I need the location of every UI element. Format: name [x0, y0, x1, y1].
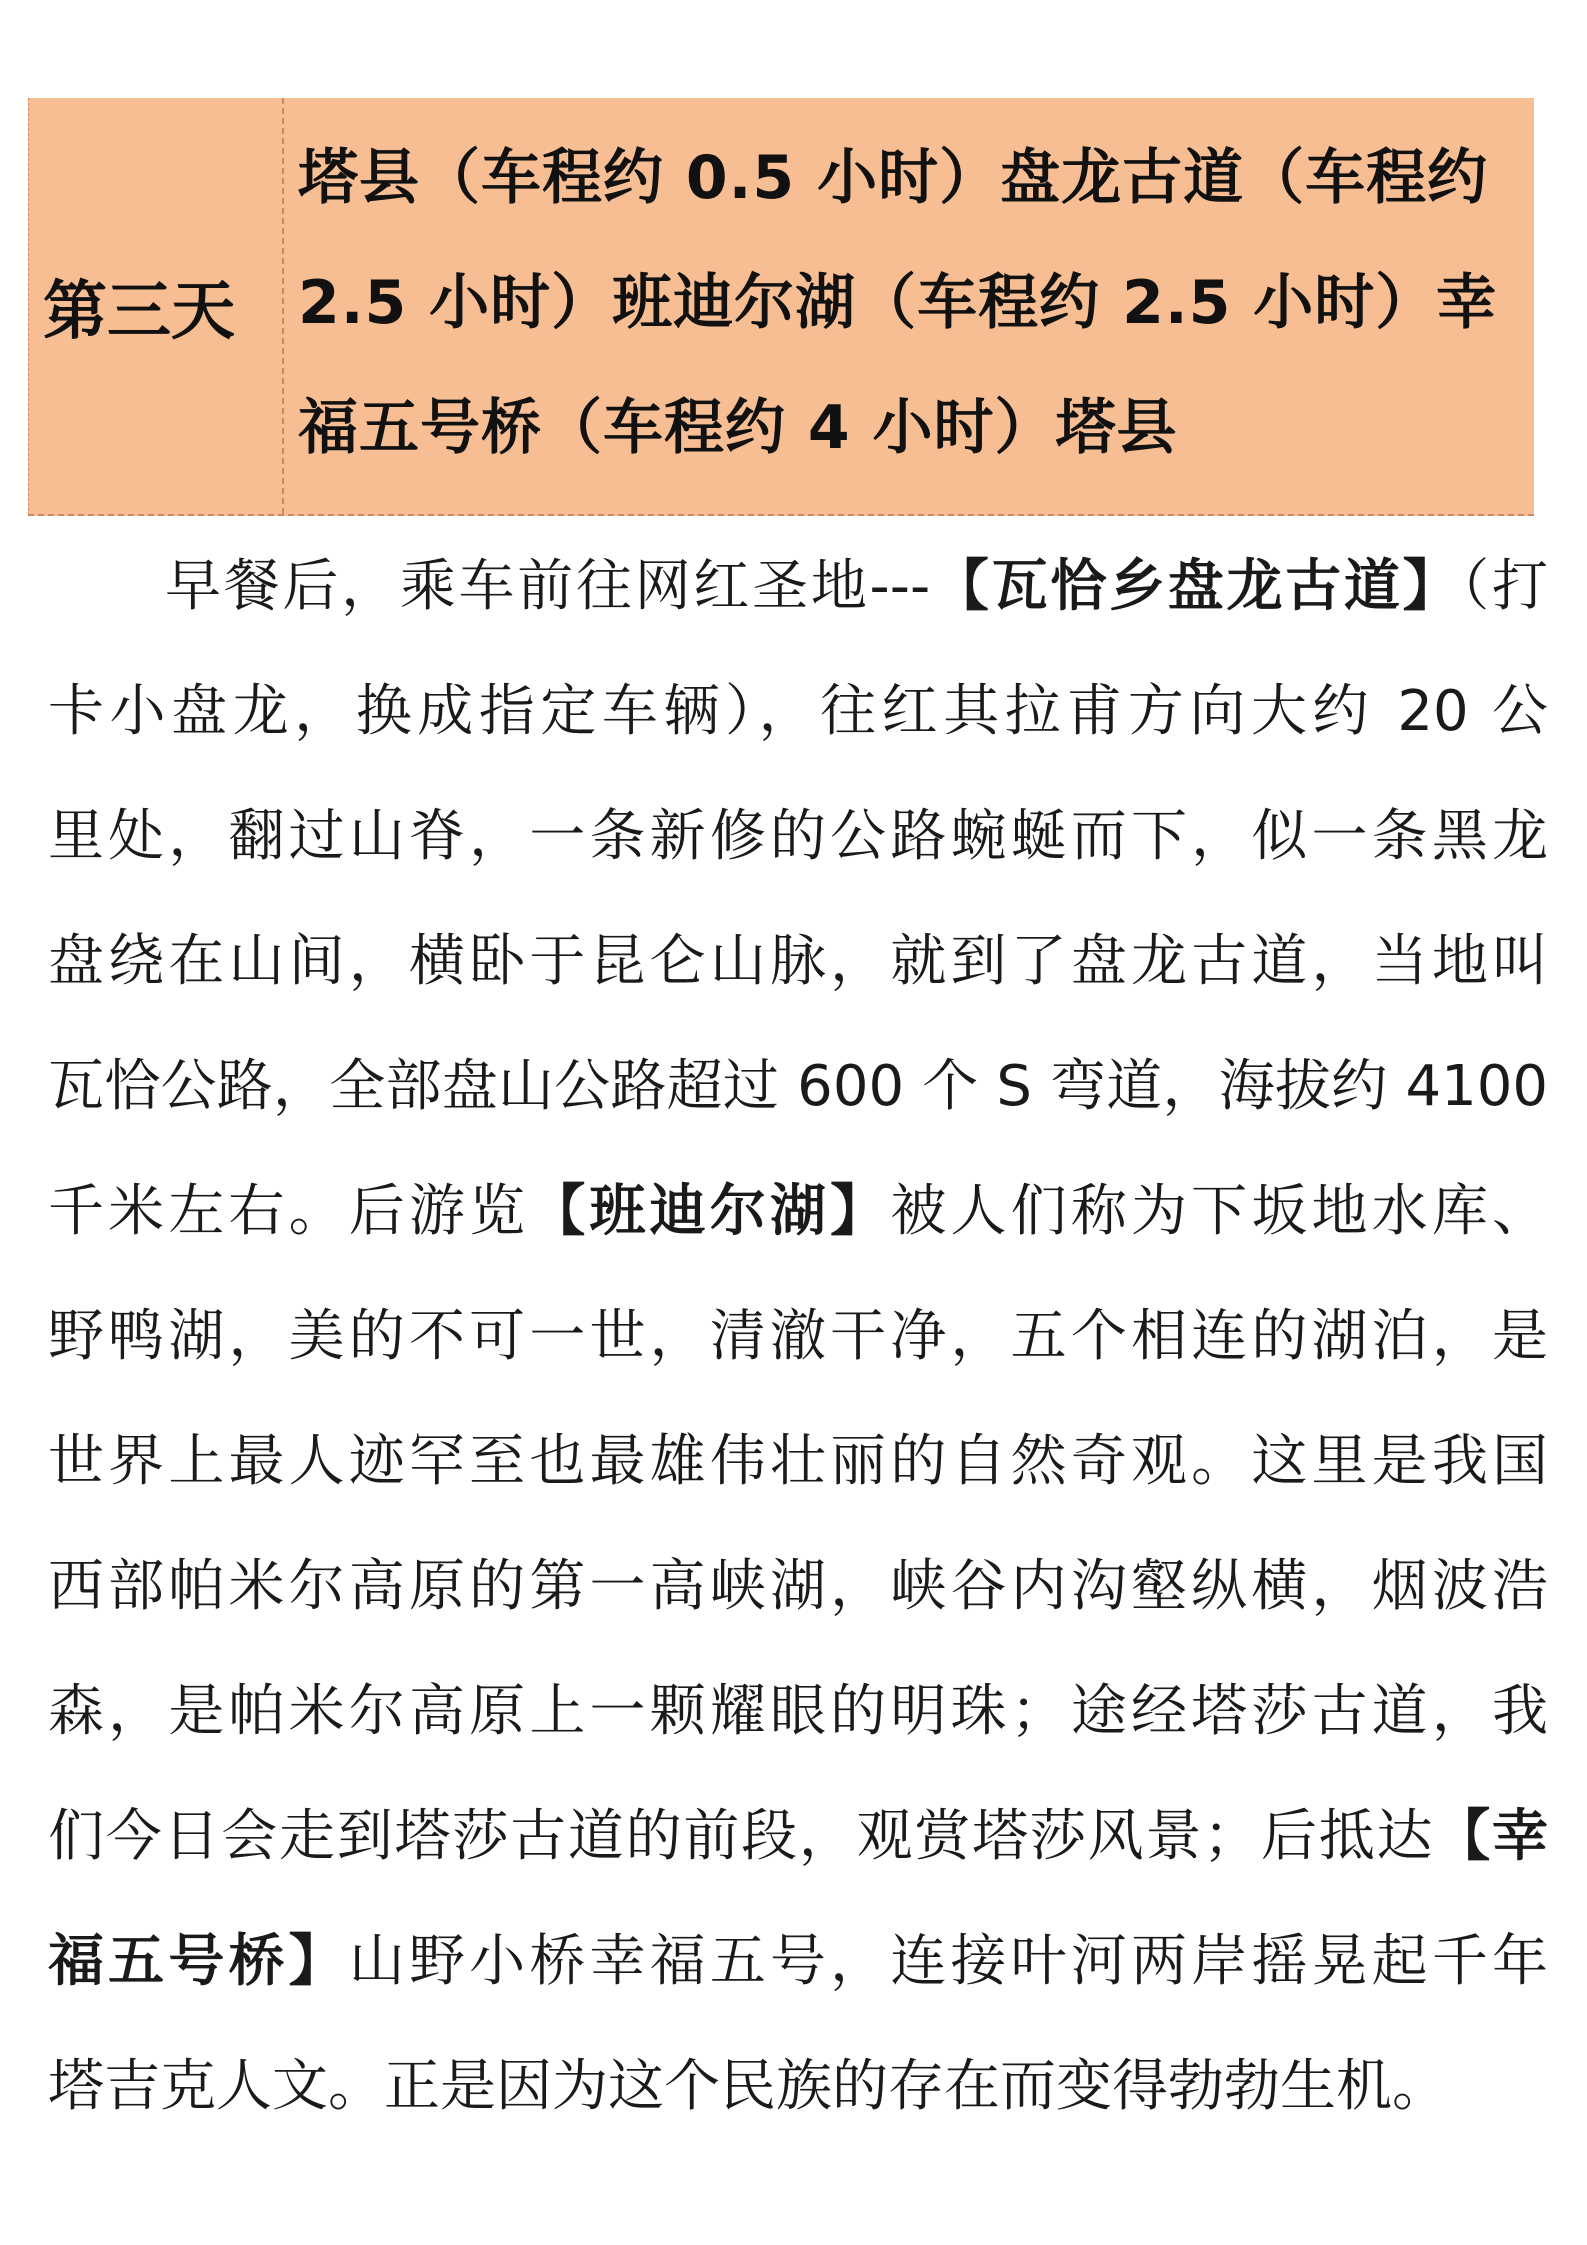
paragraph-line: 世界上最人迹罕至也最雄伟壮丽的自然奇观。这里是我国	[48, 1429, 1548, 1494]
route-title	[284, 98, 1534, 514]
highlight-happiness-bridge: 【幸	[1434, 1804, 1549, 1869]
day-header-table	[28, 98, 1534, 516]
paragraph-line: 福五号桥】山野小桥幸福五号，连接叶河两岸摇晃起千年	[48, 1929, 1549, 1994]
highlight-panlong-road: 【瓦恰乡盘龙古道】	[930, 554, 1462, 619]
route-line: 塔县（车程约 0.5 小时）盘龙古道（车程约	[298, 143, 1489, 213]
paragraph-line: 森，是帕米尔高原上一颗耀眼的明珠；途经塔莎古道，我	[48, 1679, 1548, 1744]
paragraph-line: 们今日会走到塔莎古道的前段，观赏塔莎风景；后抵达【幸	[48, 1804, 1549, 1869]
day-label: 第三天	[29, 98, 284, 514]
route-line: 福五号桥（车程约 4 小时）塔县	[298, 393, 1178, 463]
route-line: 2.5 小时）班迪尔湖（车程约 2.5 小时）幸	[298, 268, 1498, 338]
paragraph-line: 塔吉克人文。正是因为这个民族的存在而变得勃勃生机。	[48, 2054, 1448, 2119]
paragraph-line: 盘绕在山间，横卧于昆仑山脉，就到了盘龙古道，当地叫	[48, 929, 1548, 994]
highlight-bandier-lake: 【班迪尔湖】	[529, 1179, 891, 1244]
paragraph-line: 千米左右。后游览【班迪尔湖】被人们称为下坂地水库、	[48, 1179, 1549, 1244]
itinerary-description	[48, 524, 1548, 2149]
paragraph-line: 野鸭湖，美的不可一世，清澈干净，五个相连的湖泊，是	[48, 1304, 1548, 1369]
paragraph-line: 瓦恰公路，全部盘山公路超过 600 个 S 弯道，海拔约 4100	[48, 1054, 1549, 1119]
paragraph-line: 早餐后，乘车前往网红圣地---【瓦恰乡盘龙古道】（打	[165, 554, 1549, 619]
highlight-happiness-bridge: 福五号桥】	[48, 1929, 349, 1994]
paragraph-line: 里处，翻过山脊，一条新修的公路蜿蜒而下，似一条黑龙	[48, 804, 1548, 869]
paragraph-line: 西部帕米尔高原的第一高峡湖，峡谷内沟壑纵横，烟波浩	[48, 1554, 1548, 1619]
paragraph-line: 卡小盘龙，换成指定车辆），往红其拉甫方向大约 20 公	[48, 679, 1548, 744]
